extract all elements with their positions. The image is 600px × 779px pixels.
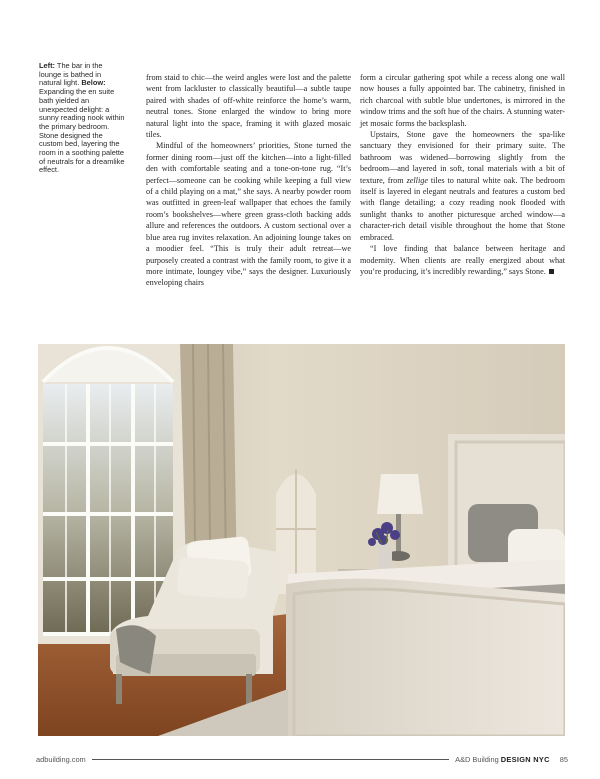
article-column-right (360, 72, 565, 277)
body-paragraph: form a circular gathering spot while a recess along one wall now houses a fully appointed bar. The cabinetry, finished in rich charcoal with subtle blue undertones, is mirrored in the window trims and the soft hue of the chairs. A stunning water-jet mosaic forms the backsplash. (360, 73, 565, 128)
bedroom-illustration (38, 344, 565, 736)
article-column-middle (146, 72, 351, 289)
body-paragraph: Mindful of the homeowners’ priorities, Stone turned the former dining room—just off the kitchen—into a light-filled den with comfortable seating and a tone-on-tone rug. “It’s perfect—someone can be cooking while keeping a full view of a child playing on a mat,” she says. A nearby powder room was outfitted in green-leaf wallpaper that echoes the family room’s bookshelves—where green grass-cloth backing adds allure and references the outdoors. A custom sectional over a blue area rug invites relaxation. An adjoining lounge takes on a moodier feel. “This is truly their adult retreat—we purposely created a contrast with the family room, to give it a more intimate, loungey vibe,” says the designer. Luxuriously enveloping chairs (146, 141, 351, 288)
footer-brand (455, 755, 550, 764)
caption-label-below: Below: (81, 78, 106, 88)
body-paragraph (360, 243, 565, 277)
page-number: 85 (559, 754, 568, 764)
body-paragraph (360, 129, 565, 243)
body-paragraph: from staid to chic—the weird angles were lost and the palette went from lackluster to classically beautiful—a subtle taupe paired with shades of off-white reinforce the home’s warm, neutral tones. Stone enlarged the window to bring more natural light into the space, framing it with glazed mosaic tiles. (146, 73, 351, 140)
footer-section: DESIGN NYC (500, 754, 550, 764)
caption-label-left: Left: (39, 61, 56, 70)
text-run: tiles to natural white oak. The bedroom itself is layered in elegant neutrals and features a custom bed with flange detailing; a cozy reading nook flooded with sunlight thanks to another picturesque arched window—a character-rich detail visible throughout the home that Stone embraced. (360, 175, 565, 242)
caption-text-left: The bar in the lounge is bathed in natural light. (39, 61, 103, 88)
bedroom-photo (38, 344, 565, 736)
footer-publication: A&D Building (455, 754, 499, 764)
photo-caption (39, 62, 125, 175)
caption-text-below: Expanding the en suite bath yielded an unexpected delight: a sunny reading nook within the primary bedroom. Stone designed the custom bed, layering the room in a soothing palette of neutrals for a dreamlike effect. (39, 87, 125, 175)
end-of-article-mark (549, 269, 554, 274)
text-run: “I love finding that balance between heritage and modernity. When clients are really energized about what you’re producing, it’s incredibly rewarding,” says Stone. (360, 244, 565, 276)
text-run: Upstairs, Stone gave the homeowners the spa-like sanctuary they envisioned for their primary suite. The bathroom was widened—borrowing slightly from the bedroom—and layered in soft, tonal materials with a bit of texture, from (360, 130, 565, 185)
footer-website: adbuilding.com (36, 754, 86, 764)
page-footer (36, 752, 568, 766)
footer-rule (92, 759, 449, 760)
italic-term: zellige (406, 175, 428, 185)
